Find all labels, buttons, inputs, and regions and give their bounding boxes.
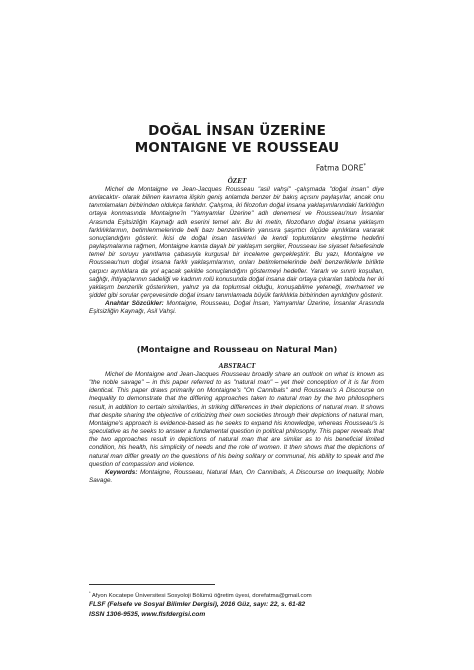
paper-title-line-2: MONTAIGNE VE ROUSSEAU [134,140,340,156]
english-title: (Montaigne and Rousseau on Natural Man) [136,344,338,354]
abstract-keywords-text: Montaigne, Rousseau, Natural Man, On Cannibals, A Discourse on Inequality, Noble Savage. [89,468,384,485]
footnote [89,589,389,600]
footnote-divider [89,584,215,585]
abstract-keywords-label: Keywords: [105,468,138,476]
abstract-body [89,371,384,485]
ozet-keywords [89,300,384,316]
abstract-paragraph: Michel de Montaigne and Jean-Jacques Rousseau broadly share an outlook on what is known as "the noble savage" – in this paper referred to as "natural man" – yet their conception of it is far from identical. This paper draws primarily on Montaigne's "On Cannibals" and Rousseau's A Discourse on Inequality to demonstrate that the differing approaches taken to natural man by the two philosophers result, in addition to certain similarities, in striking differences in their depictions of natural man. It shows that despite sharing the objective of criticizing their own societies through their depictions of natural man, Montaigne's approach is evidence-based as he seeks to expand his knowledge, whereas Rousseau's is speculative as he seeks to answer a fundamental question in political philosophy. This paper reveals that the two approaches result in depictions of natural man that are similar as to his beneficial limited condition, his health, his simplicity of needs and the role of women. It then shows that the depictions of natural man differ greatly on the questions of his being solitary or communal, his ability to speak and the question of compassion and violence. [89,371,384,468]
ozet-paragraph: Michel de Montaigne ve Jean-Jacques Rousseau "asil vahşi" -çalışmada "doğal insan" diye anılacaktır- olarak bilinen kavrama ilişkin geniş anlamda benzer bir bakış açısını paylaşırlar, ancak onu tanımlamaları birbirinden oldukça farklıdır. Çalışma, iki filozofun doğal insana yaklaşımlarındaki farklılığın ortaya konmasında Montaigne'in "Yamyamlar Üzerine" adlı denemesi ve Rousseau'nun İnsanlar Arasında Eşitsizliğin Kaynağı adlı eserini temel alır. Bu iki metin, filozofların doğal insana yaklaşım farklılıklarının, betimlenmelerinde belli bazı benzerliklerin yanısıra şaşırtıcı ölçüde ayrılıklara vararak sonuçlandığını gösterir. İkisi de doğal insan tasvirleri ile kendi toplumlarını eleştirme hedefini paylaşmalarına rağmen, Montaigne kanıta dayalı bir yaklaşım sergiler, Rousseau ise siyaset felsefesinde temel bir soruyu yanıtlama çabasıyla kurgusal bir inceleme gerçekleştirir. Bu yazı, Montaigne ve Rousseau'nun doğal insana farklı yaklaşımlarının, onları betimlemelerinde belli benzerliklerle birlikte çarpıcı ayrılıklara da yol açacak şekilde sonuçlandığını göstermeyi hedefler. Yararlı ve sınırlı koşulları, sağlığı, ihtiyaçlarının sadeliği ve kadının rolü konusunda doğal insana dair ortaya çıkarılan tabloda her iki yaklaşım benzerlik gösterirken, yalnız ya da toplumsal olduğu, konuşabilme yeteneği, merhamet ve şiddet gibi sorular çerçevesinde doğal insanı tanımlamada büyük farklılıkla birbirinden ayrıldığını gösterir. [89,186,384,300]
footnote-text: Afyon Kocatepe Üniversitesi Sosyoloji Bölümü öğretim üyesi, dorefatma@gmail.com [91,592,312,599]
footnote-mark: * [89,590,91,595]
journal-issn: ISSN 1306-9535, www.flsfdergisi.com [89,611,206,618]
author-name: Fatma DORE [315,163,364,173]
author-line [316,163,366,173]
ozet-heading: ÖZET [227,177,247,185]
paper-title [0,123,474,157]
ozet-keywords-text: Montaigne, Rousseau, Doğal İnsan, Yamyamlar Üzerine, İnsanlar Arasında Eşitsizliğin Kaynağı, Asil Vahşi. [89,300,385,316]
abstract-heading: ABSTRACT [218,362,256,370]
journal-citation: FLSF (Felsefe ve Sosyal Bilimler Dergisi), 2016 Güz, sayı: 22, s. 61-82 [89,601,306,608]
author-footnote-mark: * [363,163,366,169]
journal-info [89,600,389,620]
abstract-keywords [89,469,384,485]
ozet-keywords-label: Anahtar Sözcükler: [105,300,164,308]
ozet-body [89,186,384,317]
paper-title-line-1: DOĞAL İNSAN ÜZERİNE [148,123,326,139]
